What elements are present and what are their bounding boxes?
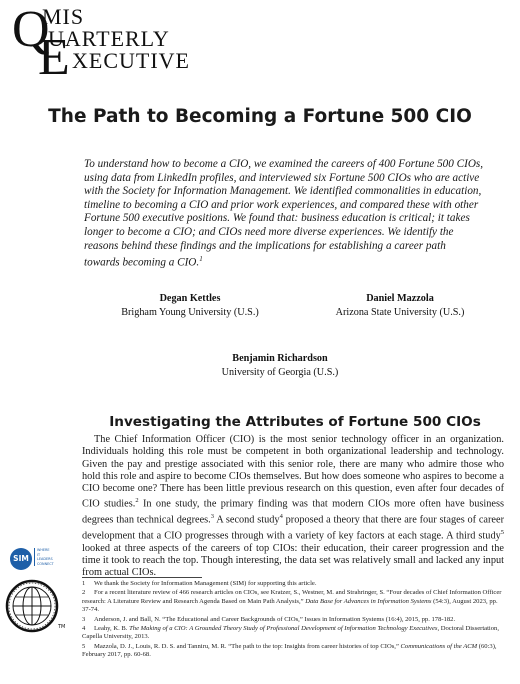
article-title: The Path to Becoming a Fortune 500 CIO: [48, 106, 472, 127]
author-affiliation: University of Georgia (U.S.): [221, 367, 339, 378]
footnote-divider: [82, 577, 202, 578]
footnote-italic: The Making of a CIO: A Grounded Theory Study of Professional Development of Information Technology Executives: [129, 624, 438, 632]
body-paragraph: [82, 434, 504, 580]
logo-q-letter: Q: [12, 1, 50, 58]
globe-seal-graphic: [4, 578, 60, 634]
body-text: [82, 434, 504, 580]
footnote-2: [82, 589, 504, 615]
body-sentence: looked at three aspects of the careers of top CIOs: their education, their career progression and the time it took to reach the top. Though interesting, the data set was relatively small and lacked any input from actual CIOs.: [82, 542, 504, 579]
author-name: Degan Kettles: [159, 293, 221, 304]
abstract-footnote-mark: 1: [199, 255, 203, 264]
sim-mark: SIM: [10, 548, 32, 570]
footnote-number: 1: [82, 580, 86, 587]
footnotes: [82, 580, 504, 660]
footnote-3: [82, 616, 504, 625]
sim-logo: [10, 546, 72, 576]
author-affiliation: Arizona State University (U.S.): [335, 307, 465, 318]
footnote-text: (54:3), August 2023, pp. 37-74.: [82, 597, 498, 614]
footnote-ref[interactable]: 2: [135, 497, 139, 505]
footnote-number: 5: [82, 642, 86, 650]
footnote-number: 2: [82, 589, 86, 597]
sim-tagline-line: LEADERS: [37, 557, 53, 562]
logo-e-letter: E: [38, 29, 70, 86]
author-3: [205, 352, 355, 380]
author-2: [310, 292, 490, 320]
sim-tagline-line: WHERE: [37, 548, 50, 552]
author-affiliation: Brigham Young University (U.S.): [121, 307, 259, 318]
body-sentence: In one study, the primary finding was that modern CIOs more often have business degrees than technical degrees.: [82, 498, 504, 526]
footnote-text: (60:3), February 2017, pp. 60-68.: [82, 642, 497, 659]
footnote-italic: Communications of the ACM: [400, 642, 478, 650]
abstract: [84, 158, 484, 270]
logo-line-executive: XECUTIVE: [72, 48, 190, 73]
globe-seal-icon: [4, 578, 60, 634]
footnote-number: 4: [82, 624, 86, 632]
author-name: Daniel Mazzola: [366, 293, 434, 304]
body-sentence: The Chief Information Officer (CIO) is the most senior technology officer in an organization. Individuals holding this role must be competent in both organizational leadership and technology. Given the pay and prestige associated with this senior role, there are many who admire those who hold this role and aspire to become CIOs themselves. But how does someone who aspires to become a CIO become one? There has been little previous research on this question, even after four decades of CIO studies.: [82, 434, 504, 510]
footnote-text: For a recent literature review of 466 research articles on CIOs, see Kratzer, S., Westner, M. and Strahringer, S. “Four decades of Chief Information Officer research: A Literature Review and Research Agenda Based on Main Path Analysis,”: [82, 589, 502, 605]
footnote-ref[interactable]: 4: [279, 513, 283, 521]
footnote-italic: Data Base for Advances in Information Systems: [305, 597, 432, 605]
section-heading: Investigating the Attributes of Fortune 500 CIOs: [109, 414, 481, 430]
trademark-mark: TM: [58, 624, 66, 630]
footnote-5: [82, 643, 504, 660]
footnote-text: Mazzola, D. J., Louis, R. D. S. and Tanniru, M. R. “The path to the top: Insights from career histories of top CIOs,”: [94, 642, 401, 650]
logo-line-quarterly: UARTERLY: [48, 26, 170, 51]
logo-line-mis: MIS: [42, 4, 85, 29]
sim-tagline-line: CONNECT: [37, 561, 54, 566]
footnote-1: [82, 580, 504, 589]
footnote-4: [82, 625, 504, 642]
mis-quarterly-executive-logo: [12, 2, 192, 86]
footnote-number: 3: [82, 615, 86, 623]
footnote-text: Anderson, J. and Ball, N. “The Educational and Career Backgrounds of CIOs,” Issues in Information Systems (16:4), 2015, pp. 178-182.: [94, 615, 456, 623]
author-name: Benjamin Richardson: [232, 353, 328, 364]
sim-tagline-line: IT: [37, 552, 41, 557]
author-1: [100, 292, 280, 320]
sim-tagline: [34, 548, 62, 566]
footnote-text: Leahy, K. B.: [94, 624, 130, 632]
body-sentence: proposed a theory that there are four stages of career development that a CIO progresses through with a variety of key factors at each stage. A third study: [82, 514, 504, 542]
footnote-ref[interactable]: 5: [500, 528, 504, 536]
footnote-text: We thank the Society for Information Management (SIM) for supporting this article.: [94, 580, 317, 587]
abstract-text: To understand how to become a CIO, we examined the careers of 400 Fortune 500 CIOs, using data from LinkedIn profiles, and interviewed six Fortune 500 CIOs who are active with the Society for Information Management. We identified commonalities in education, timeline to becoming a CIO and prior work experiences, and compared these with other Fortune 500 executive positions. We found that: business education is critical; it takes longer to become a CIO; and CIOs need more diverse experiences. We identify the reasons behind these findings and the implications for establishing a career path towards becoming a CIO.: [84, 158, 484, 269]
footnote-text: , Doctoral Dissertation, Capella University, 2013.: [82, 624, 499, 641]
body-sentence: A second study: [213, 514, 280, 526]
footnote-ref[interactable]: 3: [210, 513, 214, 521]
